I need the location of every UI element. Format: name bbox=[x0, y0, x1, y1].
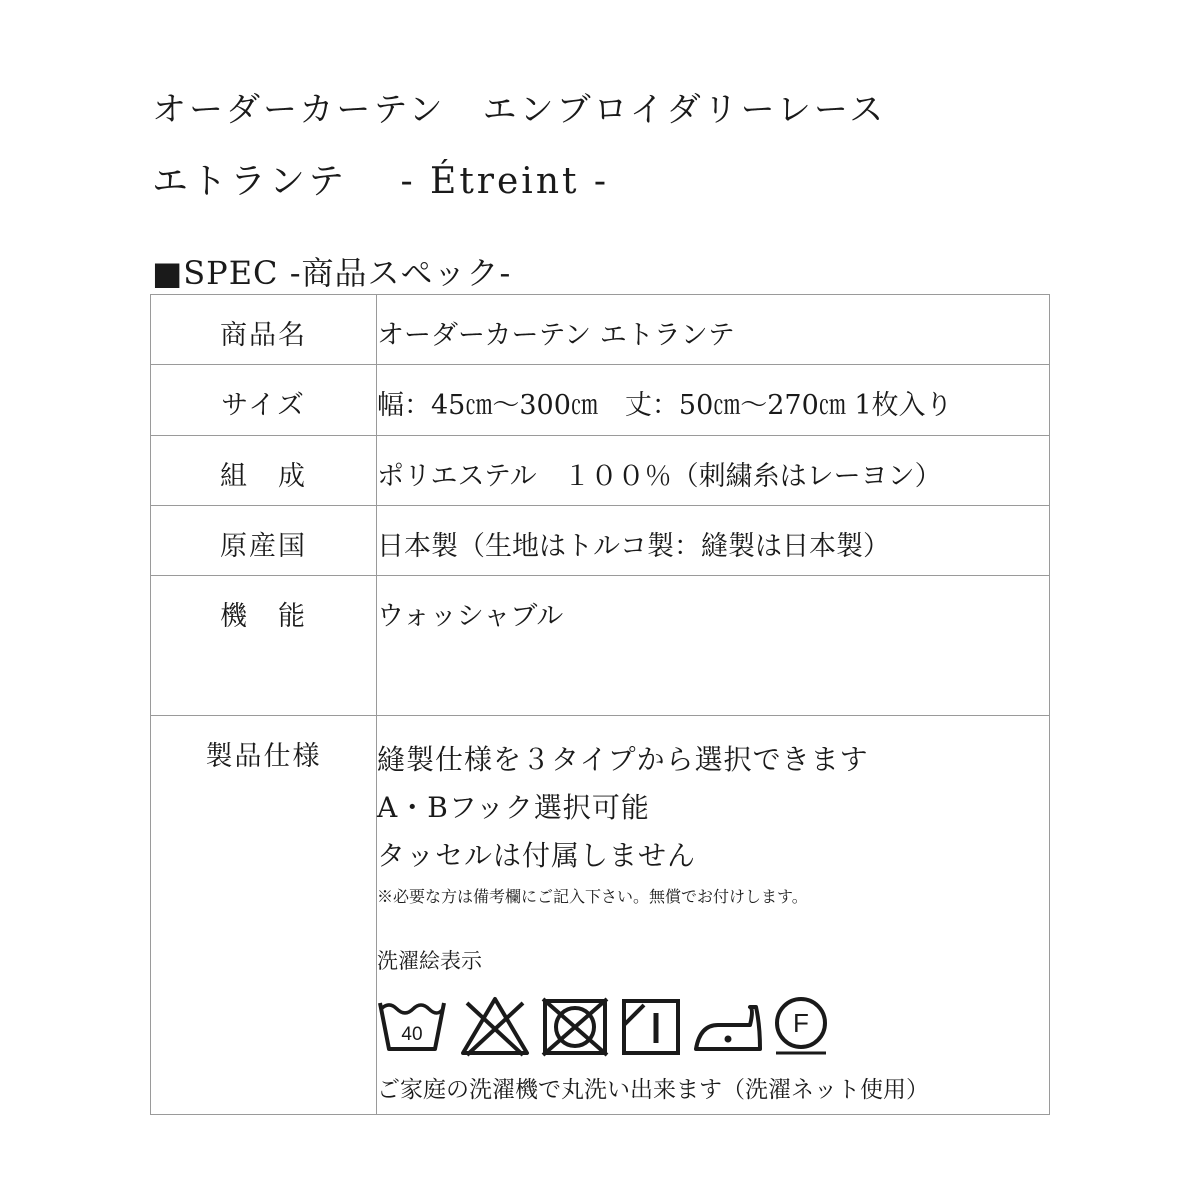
laundry-icons bbox=[377, 995, 1049, 1057]
table-row bbox=[151, 295, 1050, 365]
row-label-composition: 組 成 bbox=[151, 436, 377, 506]
wash-40-icon bbox=[377, 995, 447, 1057]
title-line-2: エトランテ - Étreint - bbox=[152, 161, 610, 202]
row-value-origin: 日本製（生地はトルコ製：縫製は日本製） bbox=[377, 506, 1050, 576]
line-dry-icon bbox=[620, 995, 682, 1057]
row-value-composition: ポリエステル １００％（刺繍糸はレーヨン） bbox=[377, 436, 1050, 506]
table-row bbox=[151, 436, 1050, 506]
laundry-title: 洗濯絵表示 bbox=[377, 949, 482, 973]
table-row bbox=[151, 716, 1050, 1115]
title-line-1: オーダーカーテン エンブロイダリーレース bbox=[152, 90, 887, 130]
row-label-name: 商品名 bbox=[151, 295, 377, 365]
table-row bbox=[151, 506, 1050, 576]
no-bleach-icon bbox=[459, 995, 531, 1057]
spec-table bbox=[150, 294, 1050, 1115]
table-row bbox=[151, 576, 1050, 716]
dry-clean-f-icon bbox=[772, 995, 830, 1057]
spec-line-hook: A・Bフック選択可能 bbox=[377, 791, 650, 824]
table-row bbox=[151, 365, 1050, 436]
iron-low-icon bbox=[692, 995, 764, 1057]
spec-note: ※必要な方は備考欄にご記入下さい。無償でお付けします。 bbox=[377, 887, 808, 906]
row-label-size: サイズ bbox=[151, 365, 377, 436]
row-label-product-spec: 製品仕様 bbox=[151, 716, 377, 1115]
wash-temp-label: 40 bbox=[401, 1024, 423, 1045]
spec-line-sewing: 縫製仕様を３タイプから選択できます bbox=[377, 743, 869, 776]
row-value-name: オーダーカーテン エトランテ bbox=[377, 295, 1050, 365]
dry-clean-letter: F bbox=[793, 1008, 809, 1038]
no-tumble-dry-icon bbox=[541, 995, 609, 1057]
row-value-size: 幅：45㎝～300㎝ 丈：50㎝～270㎝ 1枚入り bbox=[377, 365, 1050, 436]
row-label-function: 機 能 bbox=[151, 576, 377, 716]
row-label-origin: 原産国 bbox=[151, 506, 377, 576]
spec-heading: ■SPEC -商品スペック- bbox=[152, 254, 512, 292]
laundry-caption: ご家庭の洗濯機で丸洗い出来ます（洗濯ネット使用） bbox=[377, 1077, 929, 1103]
row-value-product-spec bbox=[377, 716, 1050, 1115]
spec-line-tassel: タッセルは付属しません bbox=[377, 839, 697, 872]
row-value-function: ウォッシャブル bbox=[377, 576, 1050, 716]
